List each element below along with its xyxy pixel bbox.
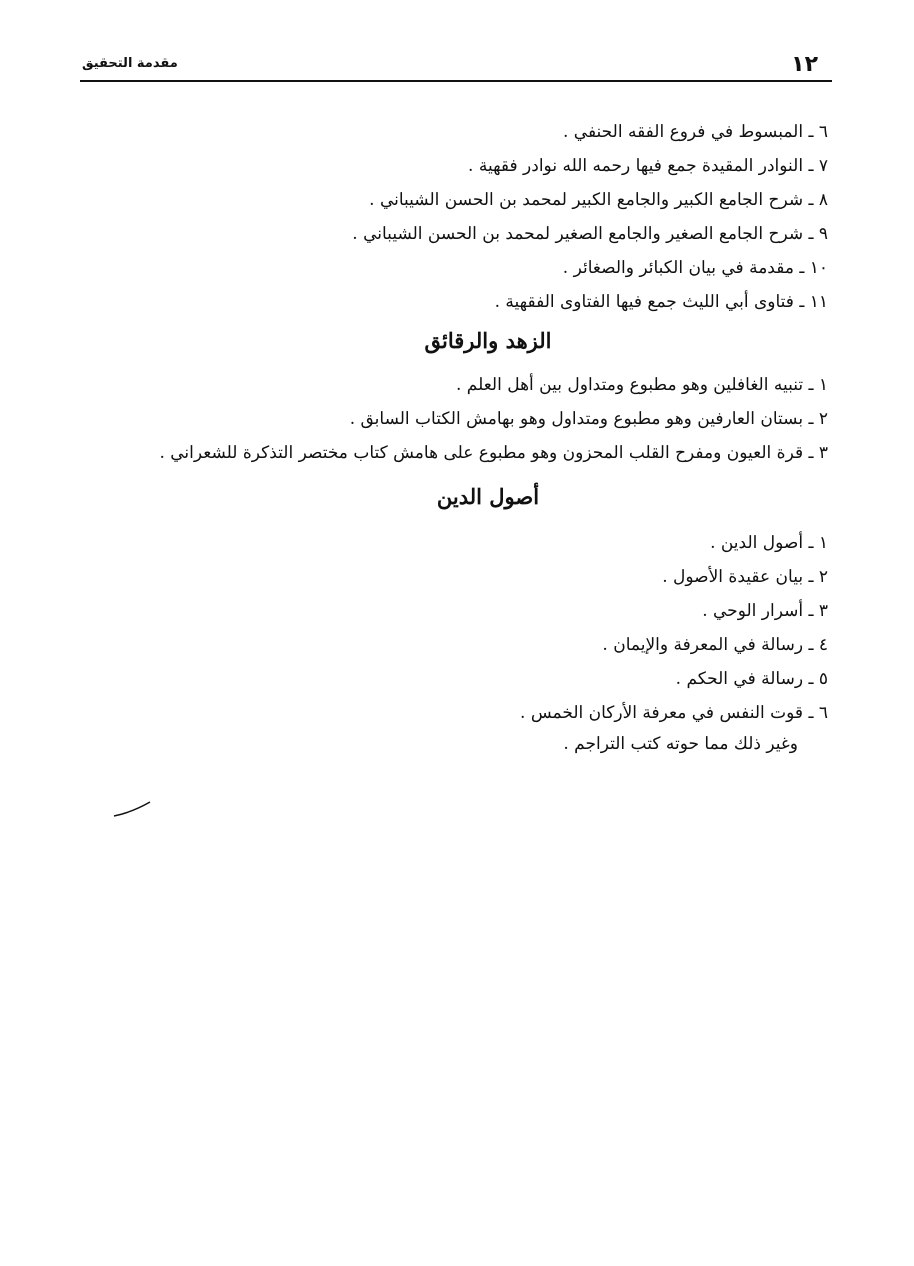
list-item: ٥ ـ رسالة في الحكم . xyxy=(675,669,828,689)
list-item: ٢ ـ بستان العارفين وهو مطبوع ومتداول وهو بهامش الكتاب السابق . xyxy=(349,409,828,429)
list-item: ٦ ـ قوت النفس في معرفة الأركان الخمس . xyxy=(520,703,828,723)
list-item: ١٠ ـ مقدمة في بيان الكبائر والصغائر . xyxy=(562,258,828,278)
list-item: ١١ ـ فتاوى أبي الليث جمع فيها الفتاوى الفقهية . xyxy=(494,292,828,312)
list-item: ١ ـ تنبيه الغافلين وهو مطبوع ومتداول بين أهل العلم . xyxy=(455,375,828,395)
header-rule xyxy=(80,80,832,82)
closing-line: وغير ذلك مما حوته كتب التراجم . xyxy=(563,734,798,754)
section-heading-zuhd: الزهد والرقائق xyxy=(424,328,552,353)
section-heading-usul: أصول الدين xyxy=(436,484,540,509)
list-item: ٦ ـ المبسوط في فروع الفقه الحنفي . xyxy=(562,122,828,142)
fiqh-works-list xyxy=(148,115,828,319)
list-item: ٩ ـ شرح الجامع الصغير والجامع الصغير لمحمد بن الحسن الشيباني . xyxy=(352,224,828,244)
running-title: مقدمة التحقيق xyxy=(82,56,178,71)
list-item: ٨ ـ شرح الجامع الكبير والجامع الكبير لمحمد بن الحسن الشيباني . xyxy=(369,190,828,210)
list-item: ٣ ـ قرة العيون ومفرح القلب المحزون وهو مطبوع على هامش كتاب مختصر التذكرة للشعراني . xyxy=(159,443,828,463)
zuhd-works-list xyxy=(148,368,828,470)
list-item: ٣ ـ أسرار الوحي . xyxy=(702,601,828,621)
usul-works-list xyxy=(148,526,828,730)
list-item: ٢ ـ بيان عقيدة الأصول . xyxy=(662,567,828,587)
page-number: ١٢ xyxy=(791,52,818,77)
list-item: ٤ ـ رسالة في المعرفة والإيمان . xyxy=(602,635,828,655)
pen-stroke-mark xyxy=(112,798,152,820)
list-item: ١ ـ أصول الدين . xyxy=(710,533,828,553)
list-item: ٧ ـ النوادر المقيدة جمع فيها رحمه الله نوادر فقهية . xyxy=(468,156,828,176)
